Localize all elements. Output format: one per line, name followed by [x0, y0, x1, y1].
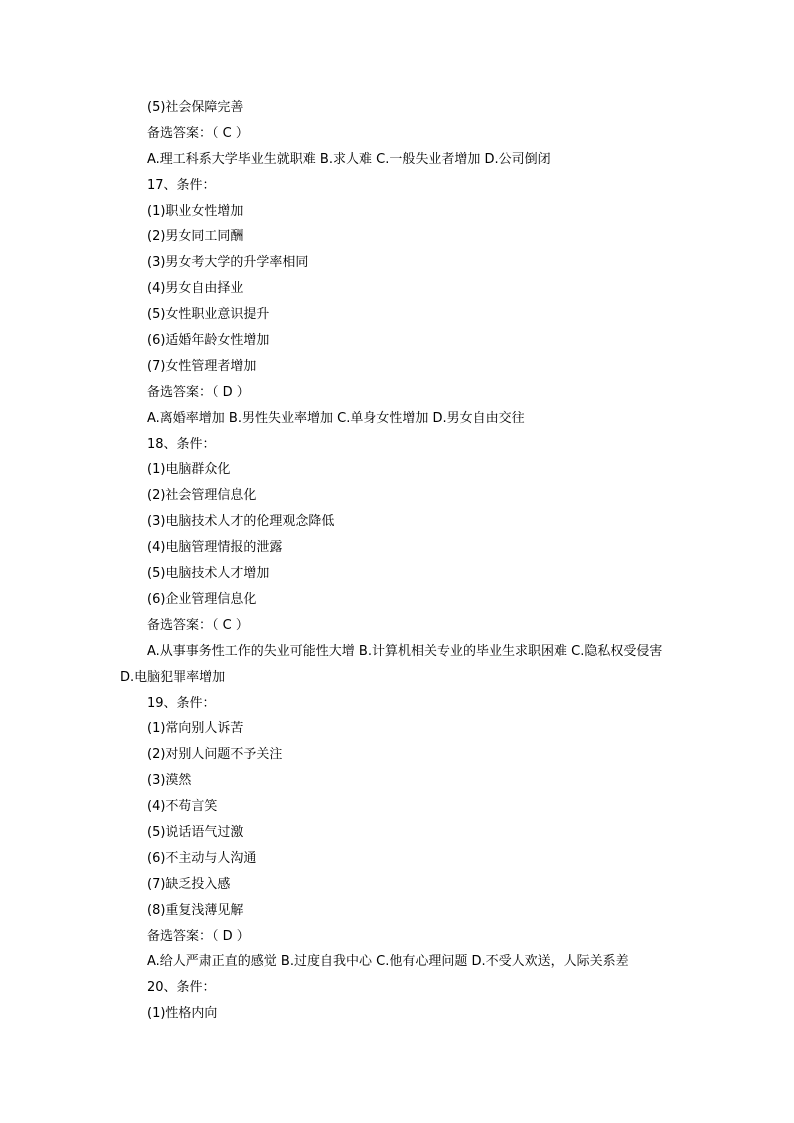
- condition-line: (5)女性职业意识提升: [147, 307, 270, 323]
- question-heading: 18、条件：: [147, 436, 216, 452]
- document-body: [120, 95, 680, 1027]
- condition-line: (8)重复浅薄见解: [147, 902, 244, 918]
- options-line: A.给人严肃正直的感觉 B.过度自我中心 C.他有心理问题 D.不受人欢送，人际关系差: [147, 954, 629, 970]
- condition-line: (5)说话语气过激: [147, 824, 244, 840]
- options-line: A.从事事务性工作的失业可能性大增 B.计算机相关专业的毕业生求职困难 C.隐私权受侵害 D.电脑犯罪率增加: [120, 643, 663, 685]
- text-line: (5)社会保障完善: [147, 100, 244, 115]
- condition-line: (1)职业女性增加: [147, 203, 244, 219]
- condition-line: (1)性格内向: [147, 1006, 218, 1022]
- question-heading: 17、条件：: [147, 177, 216, 193]
- question-heading: 19、条件：: [147, 695, 216, 711]
- condition-line: (3)电脑技术人才的伦理观念降低: [147, 514, 335, 530]
- condition-line: (2)男女同工同酬: [147, 229, 244, 245]
- options-line: A.离婚率增加 B.男性失业率增加 C.单身女性增加 D.男女自由交往: [147, 410, 525, 426]
- condition-line: (4)不苟言笑: [147, 799, 218, 815]
- answer-line: 备选答案：（ C ）: [147, 125, 249, 141]
- condition-line: (6)适婚年龄女性增加: [147, 333, 270, 349]
- condition-line: (3)男女考大学的升学率相同: [147, 255, 309, 271]
- condition-line: (6)企业管理信息化: [147, 591, 257, 607]
- condition-line: (6)不主动与人沟通: [147, 850, 257, 866]
- condition-line: (4)男女自由择业: [147, 281, 244, 297]
- condition-line: (7)女性管理者增加: [147, 358, 257, 374]
- condition-line: (5)电脑技术人才增加: [147, 566, 270, 582]
- answer-line: 备选答案：（ D ）: [147, 384, 250, 400]
- answer-line: 备选答案：（ C ）: [147, 617, 249, 633]
- condition-line: (2)社会管理信息化: [147, 488, 257, 504]
- condition-line: (7)缺乏投入感: [147, 876, 231, 892]
- answer-line: 备选答案：（ D ）: [147, 928, 250, 944]
- condition-line: (1)常向别人诉苦: [147, 721, 244, 737]
- condition-line: (1)电脑群众化: [147, 462, 231, 478]
- condition-line: (2)对别人问题不予关注: [147, 747, 283, 763]
- condition-line: (4)电脑管理情报的泄露: [147, 540, 283, 556]
- condition-line: (3)漠然: [147, 773, 192, 789]
- options-line: A.理工科系大学毕业生就职难 B.求人难 C.一般失业者增加 D.公司倒闭: [147, 151, 551, 167]
- question-heading: 20、条件：: [147, 980, 216, 996]
